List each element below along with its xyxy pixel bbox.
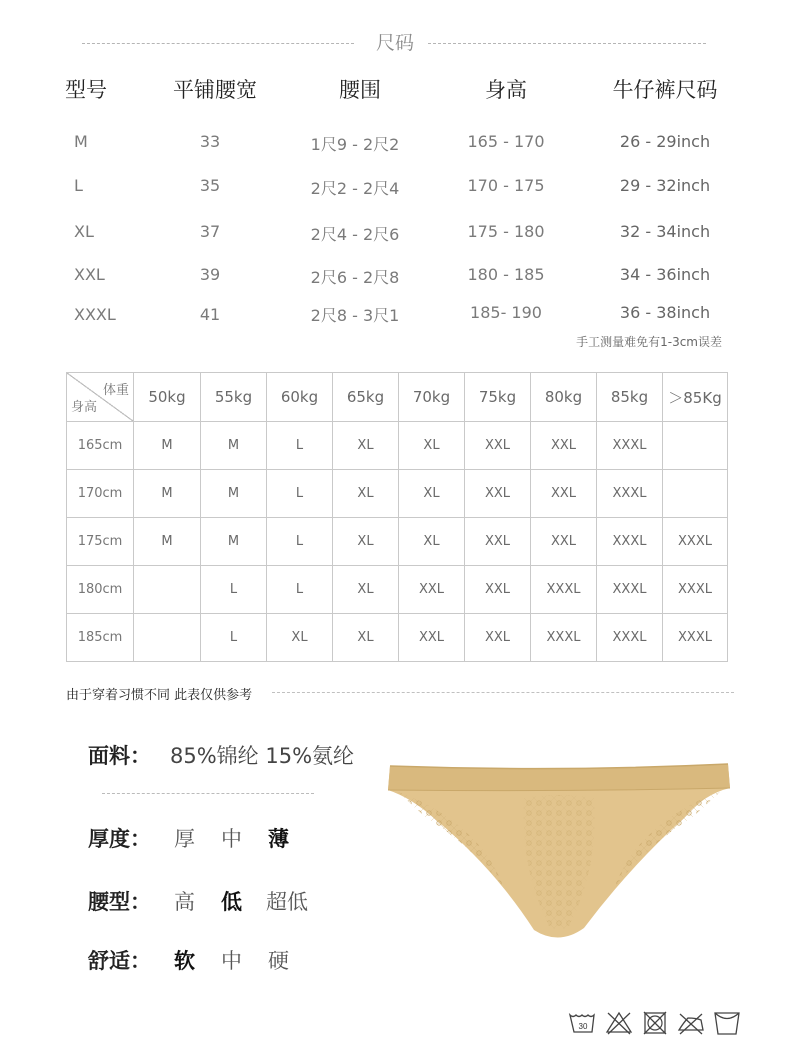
size-cell: 36 - 38inch [619, 303, 711, 322]
size-recommendation: XL [333, 422, 399, 470]
size-recommendation: M [134, 518, 201, 566]
table-footnote: 由于穿着习惯不同 此表仅供参考 [66, 688, 253, 703]
size-recommendation: L [267, 518, 333, 566]
size-recommendation: M [201, 518, 267, 566]
size-recommendation: L [201, 614, 267, 662]
table-row [67, 470, 728, 518]
attribute-option: 厚 [174, 827, 195, 851]
weight-header: 50kg [134, 373, 201, 422]
no-tumble-dry-icon [640, 1010, 670, 1036]
size-cell: 37 [199, 222, 221, 241]
size-recommendation: XXL [465, 422, 531, 470]
size-recommendation: XL [333, 518, 399, 566]
measurement-note: 手工测量难免有1-3cm误差 [576, 335, 722, 349]
size-recommendation: L [267, 470, 333, 518]
size-recommendation: XXXL [531, 614, 597, 662]
size-recommendation: XXL [531, 470, 597, 518]
attribute-option: 低 [221, 890, 242, 914]
size-recommendation: XXL [531, 422, 597, 470]
size-recommendation [663, 422, 728, 470]
attribute-label: 厚度： [88, 827, 151, 851]
page-title: 尺码 [375, 32, 414, 54]
footnote-divider [272, 692, 734, 693]
attribute-option: 高 [174, 890, 195, 914]
size-recommendation: XXXL [597, 614, 663, 662]
size-cell: 1尺9 - 2尺2 [310, 135, 400, 154]
attribute-option: 薄 [268, 827, 289, 851]
table-corner [67, 373, 134, 422]
height-label: 165cm [67, 422, 134, 470]
size-cell: 32 - 34inch [619, 222, 711, 241]
size-recommendation: XXXL [597, 470, 663, 518]
size-recommendation: M [134, 470, 201, 518]
size-recommendation: XXXL [597, 566, 663, 614]
weight-height-table [66, 372, 728, 662]
size-header-height: 身高 [485, 78, 527, 102]
weight-header: ＞85Kg [663, 373, 728, 422]
size-cell: XXXL [74, 305, 116, 324]
weight-header: 80kg [531, 373, 597, 422]
weight-header: 85kg [597, 373, 663, 422]
size-cell: 35 [199, 176, 221, 195]
no-iron-icon [676, 1010, 706, 1036]
attribute-option: 硬 [268, 949, 289, 973]
size-header-jeans: 牛仔裤尺码 [612, 78, 718, 102]
table-row [67, 422, 728, 470]
size-recommendation: XL [399, 470, 465, 518]
height-label: 180cm [67, 566, 134, 614]
size-header-waist: 腰围 [339, 78, 381, 102]
size-cell: 185- 190 [470, 303, 542, 322]
weight-header: 60kg [267, 373, 333, 422]
attribute-option: 中 [221, 827, 242, 851]
attribute-option: 超低 [266, 890, 308, 914]
size-recommendation: XXXL [531, 566, 597, 614]
hang-dry-icon [712, 1010, 742, 1036]
size-recommendation: L [201, 566, 267, 614]
size-recommendation: XXXL [663, 518, 728, 566]
size-recommendation [134, 566, 201, 614]
size-header-model: 型号 [65, 78, 107, 102]
attribute-option: 中 [221, 949, 242, 973]
size-cell: 175 - 180 [467, 222, 545, 241]
size-recommendation: M [134, 422, 201, 470]
table-row [67, 614, 728, 662]
no-bleach-icon [604, 1010, 634, 1036]
size-recommendation: M [201, 470, 267, 518]
care-icons [568, 1010, 742, 1036]
corner-weight-label: 体重 [102, 383, 129, 398]
size-cell: 165 - 170 [467, 132, 545, 151]
size-cell: 41 [199, 305, 221, 324]
size-recommendation: XXXL [597, 518, 663, 566]
size-cell: 2尺8 - 3尺1 [310, 306, 400, 325]
size-recommendation: L [267, 566, 333, 614]
height-label: 175cm [67, 518, 134, 566]
size-cell: 33 [199, 132, 221, 151]
size-recommendation: XXXL [597, 422, 663, 470]
height-label: 185cm [67, 614, 134, 662]
material-value: 85%锦纶 15%氨纶 [170, 744, 355, 768]
weight-header: 70kg [399, 373, 465, 422]
size-recommendation: M [201, 422, 267, 470]
size-recommendation: XXL [531, 518, 597, 566]
material-label: 面料： [88, 744, 151, 768]
height-label: 170cm [67, 470, 134, 518]
weight-header: 55kg [201, 373, 267, 422]
size-recommendation: XL [333, 566, 399, 614]
size-cell: 39 [199, 265, 221, 284]
weight-header: 65kg [333, 373, 399, 422]
wash-temp: 30 [578, 1022, 588, 1031]
size-recommendation: XXL [399, 614, 465, 662]
size-recommendation: XL [399, 422, 465, 470]
attribute-label: 腰型： [88, 890, 151, 914]
size-cell: 2尺6 - 2尺8 [310, 268, 400, 287]
size-cell: M [74, 132, 88, 151]
size-recommendation: L [267, 422, 333, 470]
size-header-flat-waist: 平铺腰宽 [173, 78, 257, 102]
size-cell: XXL [74, 265, 105, 284]
wash-30-icon [568, 1010, 598, 1036]
size-recommendation: XL [399, 518, 465, 566]
size-recommendation: XXL [465, 614, 531, 662]
size-cell: 26 - 29inch [619, 132, 711, 151]
size-cell: L [74, 176, 83, 195]
lace-briefs-icon [384, 758, 734, 948]
size-recommendation: XL [333, 470, 399, 518]
size-cell: 2尺2 - 2尺4 [310, 179, 400, 198]
corner-height-label: 身高 [71, 400, 98, 415]
size-recommendation: XL [333, 614, 399, 662]
size-recommendation: XL [267, 614, 333, 662]
table-row [67, 518, 728, 566]
size-recommendation: XXXL [663, 566, 728, 614]
size-cell: 29 - 32inch [619, 176, 711, 195]
size-recommendation: XXL [465, 470, 531, 518]
size-cell: 2尺4 - 2尺6 [310, 225, 400, 244]
attribute-option: 软 [174, 949, 195, 973]
size-cell: 34 - 36inch [619, 265, 711, 284]
attribute-label: 舒适： [88, 949, 151, 973]
size-recommendation [663, 470, 728, 518]
table-row [67, 566, 728, 614]
size-recommendation [134, 614, 201, 662]
size-cell: 170 - 175 [467, 176, 545, 195]
size-recommendation: XXL [465, 566, 531, 614]
size-cell: 180 - 185 [467, 265, 545, 284]
weight-header: 75kg [465, 373, 531, 422]
size-recommendation: XXL [465, 518, 531, 566]
size-recommendation: XXXL [663, 614, 728, 662]
size-recommendation: XXL [399, 566, 465, 614]
material-divider [102, 793, 314, 794]
size-cell: XL [74, 222, 94, 241]
